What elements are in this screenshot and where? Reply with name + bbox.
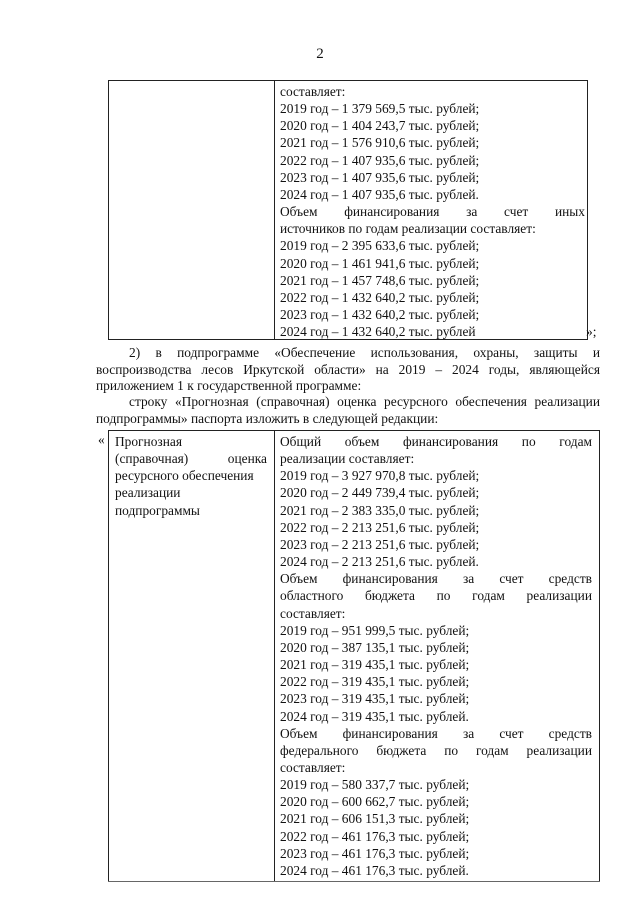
table-column-divider: [274, 81, 275, 339]
closing-quote: »;: [586, 324, 597, 339]
text-line: Объем финансирования за счет средств: [280, 571, 592, 587]
text-line: 2020 год – 2 449 739,4 тыс. рублей;: [280, 485, 480, 501]
text-line: 2019 год – 1 379 569,5 тыс. рублей;: [280, 101, 480, 117]
text-line: составляет:: [280, 605, 346, 621]
text-line: 2024 год – 2 213 251,6 тыс. рублей.: [280, 554, 479, 570]
text-line: подпрограммы: [115, 502, 200, 518]
text-line: 2020 год – 387 135,1 тыс. рублей;: [280, 639, 470, 655]
text-line: федерального бюджета по годам реализации: [280, 742, 592, 758]
text-line: 2022 год – 319 435,1 тыс. рублей;: [280, 674, 470, 690]
text-line: реализации: [115, 485, 181, 501]
text-line: 2020 год – 1 404 243,7 тыс. рублей;: [280, 118, 480, 134]
text-line: 2021 год – 1 457 748,6 тыс. рублей;: [280, 272, 480, 288]
text-line: 2023 год – 1 407 935,6 тыс. рублей;: [280, 169, 480, 185]
text-line: 2021 год – 1 576 910,6 тыс. рублей;: [280, 135, 480, 151]
text-line: 2022 год – 461 176,3 тыс. рублей;: [280, 828, 470, 844]
table1-right-cell: [280, 83, 585, 340]
text-line: 2023 год – 2 213 251,6 тыс. рублей;: [280, 536, 480, 552]
text-line: (справочная) оценка: [115, 451, 267, 467]
funding-table-continued: [108, 80, 588, 340]
text-line: 2024 год – 319 435,1 тыс. рублей.: [280, 708, 469, 724]
text-line: составляет:: [280, 759, 346, 775]
text-line: 2023 год – 319 435,1 тыс. рублей;: [280, 691, 470, 707]
text-line: 2024 год – 1 407 935,6 тыс. рублей.: [280, 186, 479, 202]
text-line: источников по годам реализации составляет:: [280, 221, 536, 237]
text-line: 2019 год – 951 999,5 тыс. рублей;: [280, 622, 470, 638]
text-line: 2019 год – 3 927 970,8 тыс. рублей;: [280, 468, 480, 484]
text-line: Объем финансирования за счет средств: [280, 725, 592, 741]
text-line: 2021 год – 319 435,1 тыс. рублей;: [280, 657, 470, 673]
text-line: 2022 год – 1 432 640,2 тыс. рублей;: [280, 289, 480, 305]
text-line: Общий объем финансирования по годам: [280, 434, 592, 449]
text-line: Прогнозная: [115, 434, 182, 449]
text-line: Объем финансирования за счет иных: [280, 204, 585, 220]
text-line: 2021 год – 606 151,3 тыс. рублей;: [280, 811, 470, 827]
page-bottom-rule: [108, 881, 600, 882]
paragraph-row-replace: строку «Прогнозная (справочная) оценка ресурсного обеспечения реализации подпрограммы» паспорта изложить в следующей редакции:: [96, 394, 600, 426]
text-line: 2022 год – 2 213 251,6 тыс. рублей;: [280, 519, 480, 535]
table-column-divider: [274, 431, 275, 882]
text-line: 2020 год – 1 461 941,6 тыс. рублей;: [280, 255, 480, 271]
table2-left-cell: [115, 433, 267, 519]
page-number: 2: [316, 46, 324, 62]
text-line: ресурсного обеспечения: [115, 468, 254, 484]
text-line: 2024 год – 1 432 640,2 тыс. рублей: [280, 324, 476, 340]
text-line: 2023 год – 461 176,3 тыс. рублей;: [280, 845, 470, 861]
funding-table-subprogram: [108, 430, 600, 882]
table2-right-cell: [280, 433, 592, 879]
text-line: областного бюджета по годам реализации: [280, 588, 592, 604]
text-line: 2020 год – 600 662,7 тыс. рублей;: [280, 794, 470, 810]
text-line: составляет:: [280, 84, 346, 99]
text-line: 2023 год – 1 432 640,2 тыс. рублей;: [280, 307, 480, 323]
text-line: реализации составляет:: [280, 451, 415, 467]
text-line: 2019 год – 580 337,7 тыс. рублей;: [280, 777, 470, 793]
paragraph-subprogram: 2) в подпрограмме «Обеспечение использования, охраны, защиты и воспроизводства лесов Иркутской области» на 2019 – 2024 годы, являющейся приложением 1 к государственной программе:: [96, 345, 600, 393]
text-line: 2024 год – 461 176,3 тыс. рублей.: [280, 862, 469, 878]
text-line: 2021 год – 2 383 335,0 тыс. рублей;: [280, 502, 480, 518]
opening-quote: «: [98, 432, 105, 447]
text-line: 2022 год – 1 407 935,6 тыс. рублей;: [280, 152, 480, 168]
text-line: 2019 год – 2 395 633,6 тыс. рублей;: [280, 238, 480, 254]
